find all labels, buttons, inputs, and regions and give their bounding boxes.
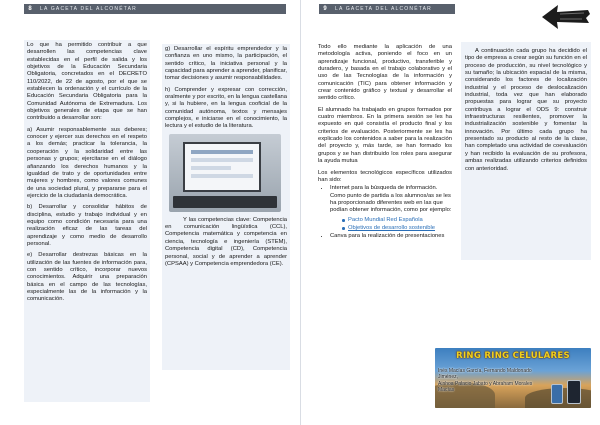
list-item [330,185,452,232]
laptop-keyboard [173,196,277,208]
classroom-laptop-photo [169,134,281,212]
paragraph: Lo que ha permitido contribuir a que desarrollen las competencias clave establecidas en el perfil de salida y los objetivos de la Educación Secundaria Obligatoria, concretados en el DECRETO 110/2022, de 22 de agosto, por el que se establecen la ordenación y el currículo de la Educación Secundaria Obligatoria para la Comunidad Autónoma de Extremadura. Los objetivos generales de etapa que se han contribuido a desarrollar son: [27,42,147,122]
project-banner-image [435,348,591,408]
tool-canva: Canva para la realización de presentaciones [330,233,445,240]
phone-icon [567,380,581,404]
page-header-right [319,4,455,14]
paragraph: A continuación cada grupo ha decidido el tipo de empresa a crear según su función en el proceso de producción, su nivel tecnológico y su tamaño; la ubicación espacial de la misma, considerando los factores de localización industrial y el proceso de deslocalización industrial, toda vez que han elaborado propuestas para lograr que su proyecto contribuya a lograr el ODS 9: construir infraestructuras resilientes, promover la industrialización sostenible y fomentar la innovación. Por último cada grupo ha presentado su producto al resto de la clase, han completado una actividad de coevaluación y han recibido la evaluación de su profesora, ambas realizadas utilizando criterios definidos con anterioridad. [465,48,587,172]
banner-names [438,368,538,394]
link-ods[interactable]: Objetivos de desarrollo sostenible [342,225,452,232]
paragraph: a) Asumir responsablemente sus deberes; conocer y ejercer sus derechos en el respeto a los demás; practicar la tolerancia, la cooperación y la solidaridad entre las personas y grupos; ejercitarse en el diálogo afianzando los derechos humanos y la igualdad de trato y de oportunidades entre mujeres y hombres, como valores comunes de una sociedad plural, y prepararse para el ejercicio de la ciudadanía democrática. [27,126,147,199]
tool-internet: Internet para la búsqueda de información. Como punto de partida a los alumnos/as se les ha proporcionado diferentes web en las que podían obtener información, como por ejemplo: [330,185,452,214]
paragraph: El alumnado ha trabajado en grupos formados por cuatro miembros. En la primera sesión se les ha expuesto en qué consistía el producto final y los criterios de evaluación. Posteriormente se les ha explicado los contenidos a saber para la realización del proyecto y, más tarde, se han formado los grupos y se han distribuido los roles para asegurar la ayuda mutua [318,106,452,165]
list-item [330,233,452,240]
page-right [300,0,600,425]
paragraph: Y las competencias clave: Competencia en comunicación lingüística (CCL), Competencia matemática y competencia en ciencia, tecnología e ingeniería (STEM), Competencia digital (CD), Competencia personal, social y de aprender a aprender (CPSAA) y Competencia emprendedora (CE). [165,216,287,267]
tools-list [330,185,452,240]
paragraph: Los elementos tecnológicos específicos utilizados han sido: [318,169,452,183]
link-pacto-mundial[interactable]: Pacto Mundial Red Española [342,217,452,224]
paragraph: e) Desarrollar destrezas básicas en la utilización de las fuentes de información para, con sentido crítico, incorporar nuevos conocimientos. Adquirir una preparación básica en el campo de las tecnologías, especialmente las de la información y la comunicación. [27,252,147,303]
column-final-product [461,42,591,260]
names-line: Ainhoa Palacio Jabato y Abraham Morales Macías [438,380,533,394]
column-competences [162,44,290,370]
names-line: Inés Macías García, Fernando Maldonado Jiménez, [438,368,532,381]
banner-title: RING RING CELULARES [456,351,570,361]
column-methodology [315,42,455,382]
header-title: LA GACETA DEL ALCONÉTAR [335,6,432,12]
page-number: 9 [323,6,327,12]
column-objectives [24,40,150,402]
back-arrow-icon[interactable] [540,2,592,32]
links-list [342,217,452,233]
page-number: 8 [28,6,32,12]
phone-icon [551,384,563,404]
paragraph: h) Comprender y expresar con corrección, oralmente y por escrito, en la lengua castellana y, si la hubiere, en la lengua cooficial de la comunidad autónoma, textos y mensajes complejos, e iniciarse en el conocimiento, la lectura y el estudio de la literatura. [165,86,287,130]
laptop-screen [183,142,261,192]
header-title: LA GACETA DEL ALCONÉTAR [40,6,137,12]
paragraph: Todo ello mediante la aplicación de una metodología activa, poniendo el foco en un aprendizaje funcional, productivo, transferible y duradero, y basada en el trabajo colaborativo y el uso de las Tecnologías de la información y comunicación (TIC) para obtener información y crear contenido gráfico y textual y desarrollar el sentido crítico. [318,44,452,102]
paragraph: b) Desarrollar y consolidar hábitos de disciplina, estudio y trabajo individual y en equipo como condición necesaria para una realización eficaz de las tareas del aprendizaje y como medio de desarrollo personal. [27,204,147,247]
page-header-left [24,4,286,14]
paragraph: g) Desarrollar el espíritu emprendedor y la confianza en uno mismo, la participación, el sentido crítico, la iniciativa personal y la capacidad para aprender a aprender, planificar, tomar decisiones y asumir responsabilidades. [165,46,287,82]
